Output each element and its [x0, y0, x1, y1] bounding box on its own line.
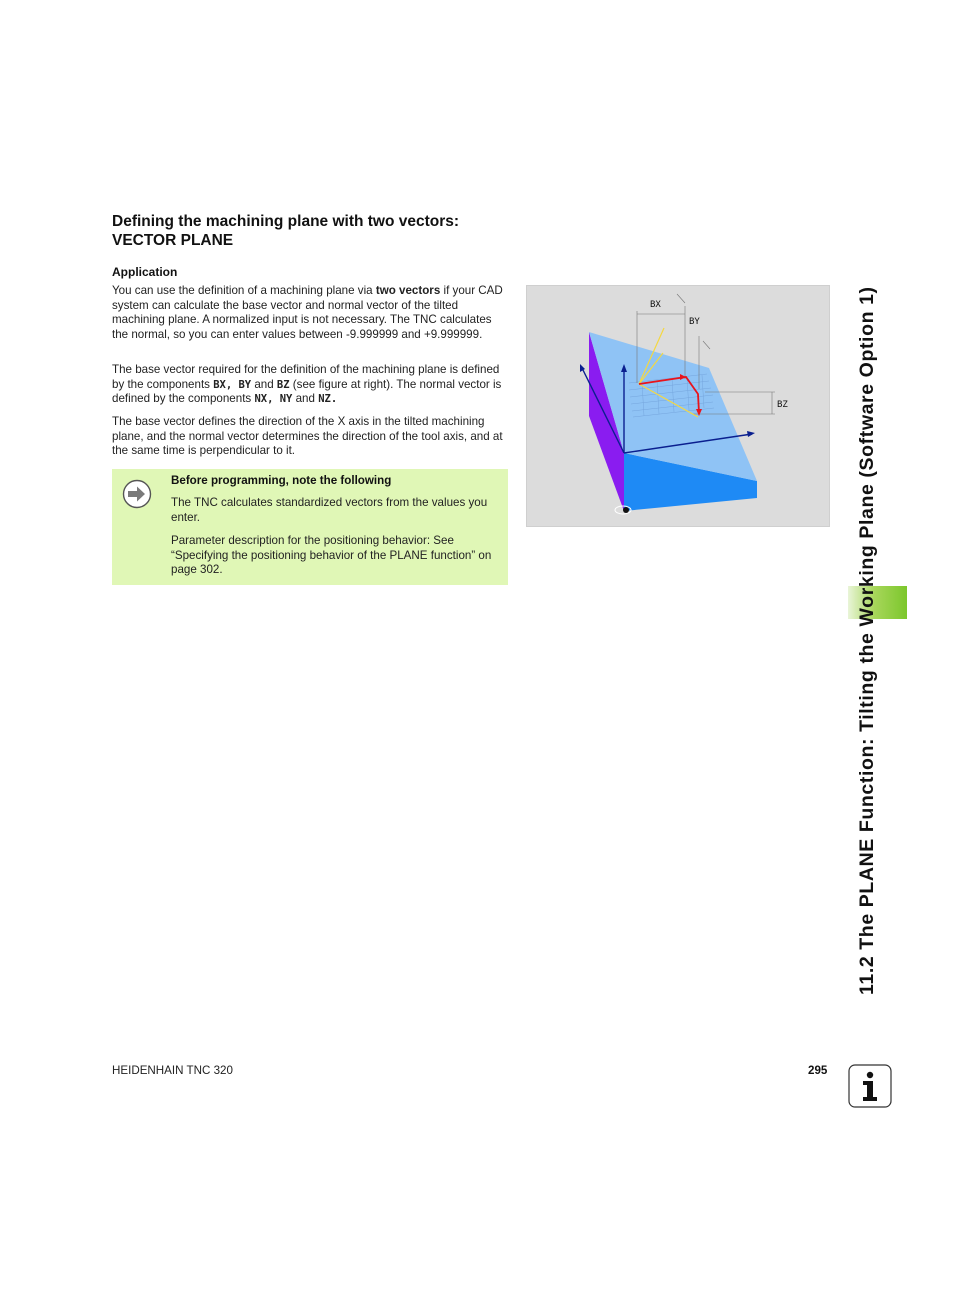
- paragraph-application: [112, 284, 510, 342]
- subheading-application: Application: [112, 265, 178, 279]
- footer-product: HEIDENHAIN TNC 320: [112, 1064, 233, 1077]
- note-text-1: The TNC calculates standardized vectors from the values you enter.: [171, 496, 488, 524]
- text-run: You can use the definition of a machining plane via: [112, 284, 376, 297]
- text-run: and: [292, 392, 319, 406]
- code-bx-by: BX, BY: [213, 378, 252, 391]
- text-run: and: [251, 377, 277, 391]
- chapter-side-title: 11.2 The PLANE Function: Tilting the Working Plane (Software Option 1): [856, 286, 878, 995]
- label-bz: BZ: [777, 400, 788, 410]
- heading-line-2: VECTOR PLANE: [112, 232, 234, 249]
- text-run: if your CAD system can calculate the base vector and normal vector of the tilted machining plane. A normalized input is not necessary. The TNC calculates the normal, so you can enter values between -9.999999 and +9.999999.: [112, 284, 503, 341]
- label-bx: BX: [650, 300, 661, 310]
- page-number: 295: [808, 1064, 828, 1077]
- paragraph-direction: The base vector defines the direction of the X axis in the tilted machining plane, and the normal vector determines the direction of the tool axis, and at the same time is perpendicular to it.: [112, 415, 503, 458]
- text-run: (see figure at right). The normal vector is defined by the components: [112, 377, 502, 406]
- paragraph-base-vector: [112, 363, 510, 407]
- code-nz: NZ.: [318, 393, 338, 406]
- heading-line-1: Defining the machining plane with two vectors:: [112, 213, 460, 230]
- text-run: The base vector required for the definition of the machining plane is defined by the components: [112, 363, 500, 391]
- section-heading: [112, 212, 532, 250]
- code-bz: BZ: [276, 378, 290, 391]
- vector-plane-figure: [526, 285, 830, 527]
- note-title: Before programming, note the following: [171, 474, 392, 487]
- bold-text: two vectors: [375, 284, 441, 297]
- machining-plane-diagram: [527, 286, 829, 526]
- note-text-2: Parameter description for the positioning behavior: See “Specifying the positioning behavior of the PLANE function” on page 302.: [171, 534, 492, 577]
- info-icon: [848, 1064, 892, 1108]
- note-box: [112, 469, 508, 585]
- label-by: BY: [689, 317, 700, 327]
- arrow-right-icon: [122, 479, 152, 509]
- code-nx-ny: NX, NY: [254, 393, 293, 406]
